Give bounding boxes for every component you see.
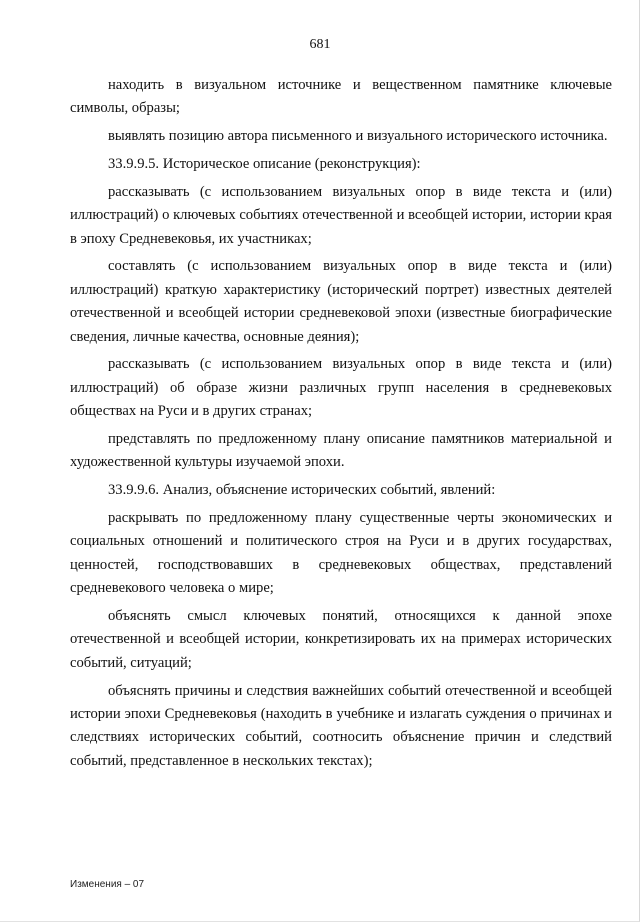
paragraph-11: объяснять причины и следствия важнейших событий отечественной и всеобщей истории эпохи Средневековья (находить в учебнике и излагать суждения о причинах и следствиях исторических событий, соотносить объяснение причин и следствий событий, представленное в нескольких текстах); bbox=[70, 682, 612, 769]
footer-revision-note: Изменения – 07 bbox=[70, 879, 145, 890]
section-heading-33-9-9-5: 33.9.9.5. Историческое описание (реконструкция): bbox=[108, 156, 421, 172]
paragraph-7: представлять по предложенному плану описание памятников материальной и художественной культуры изучаемой эпохи. bbox=[70, 431, 612, 471]
paragraph-4: рассказывать (с использованием визуальных опор в виде текста и (или) иллюстраций) о ключевых событиях отечественной и всеобщей истории, истории края в эпоху Средневековья, их участниках; bbox=[70, 183, 612, 247]
page-number: 681 bbox=[309, 37, 331, 52]
paragraph-5: составлять (с использованием визуальных опор в виде текста и (или) иллюстраций) краткую характеристику (исторический портрет) известных деятелей отечественной и всеобщей истории средневековой эпохи (известные биографические сведения, личные качества, основные деяния); bbox=[70, 258, 612, 345]
paragraph-9: раскрывать по предложенному плану существенные черты экономических и социальных отношений и политического строя на Руси и в других государствах, ценностей, господствовавших в средневековых обществах, представлений средневекового человека о мире; bbox=[70, 510, 612, 597]
document-body bbox=[70, 74, 612, 778]
paragraph-6: рассказывать (с использованием визуальных опор в виде текста и (или) иллюстраций) об образе жизни различных групп населения в средневековых обществах на Руси и в других странах; bbox=[70, 356, 612, 420]
section-heading-33-9-9-6: 33.9.9.6. Анализ, объяснение исторических событий, явлений: bbox=[108, 482, 496, 499]
paragraph-2: выявлять позицию автора письменного и визуального исторического источника. bbox=[108, 128, 608, 145]
paragraph-10: объяснять смысл ключевых понятий, относящихся к данной эпохе отечественной и всеобщей истории, конкретизировать их на примерах исторических событий, ситуаций; bbox=[70, 608, 612, 671]
paragraph-1: находить в визуальном источнике и вещественном памятнике ключевые символы, образы; bbox=[70, 77, 612, 117]
